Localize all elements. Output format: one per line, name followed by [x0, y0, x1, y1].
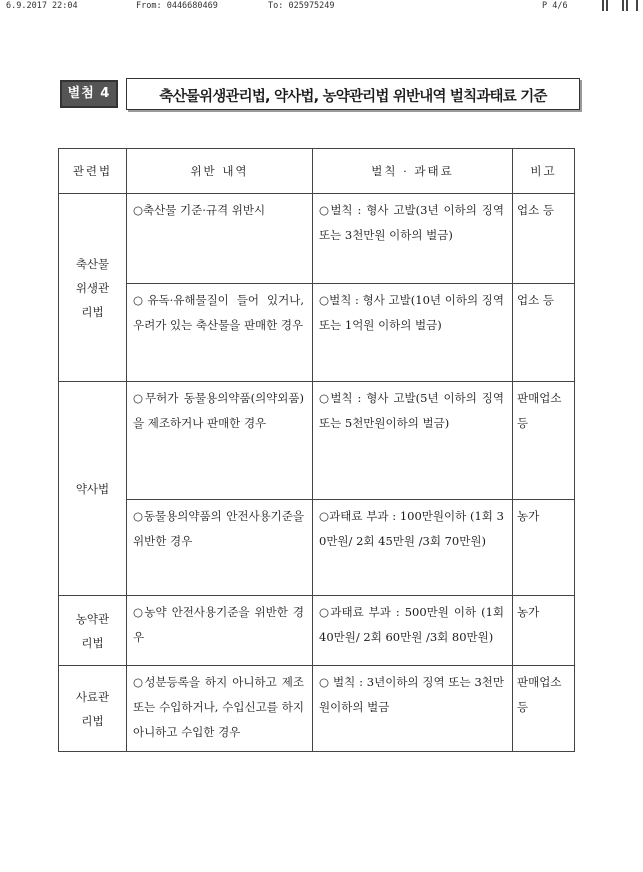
fax-edge-marks	[600, 0, 640, 11]
penalty-cell: ○벌칙 : 형사 고발(5년 이하의 징역 또는 5천만원이하의 벌금)	[313, 382, 513, 500]
penalty-table	[58, 148, 575, 752]
header-note: 비고	[513, 149, 575, 194]
note-cell: 판매업소 등	[513, 382, 575, 500]
penalty-cell: ○벌칙 : 형사 고발(3년 이하의 징역 또는 3천만원 이하의 벌금)	[313, 194, 513, 284]
violation-cell: ○축산물 기준·규격 위반시	[127, 194, 313, 284]
fax-header	[0, 0, 643, 14]
violation-cell: ○동물용의약품의 안전사용기준을 위반한 경우	[127, 500, 313, 596]
penalty-cell: ○과태료 부과 : 100만원이하 (1회 30만원/ 2회 45만원 /3회 70만원)	[313, 500, 513, 596]
header-penalty: 벌칙 · 과태료	[313, 149, 513, 194]
table-row	[59, 666, 575, 752]
note-cell: 업소 등	[513, 284, 575, 382]
fax-page: P 4/6	[542, 1, 568, 11]
law-livestock: 축산물 위생관 리법	[59, 194, 127, 382]
penalty-cell: ○과태료 부과 : 500만원 이하 (1회 40만원/ 2회 60만원 /3회 80만원)	[313, 596, 513, 666]
table-row	[59, 596, 575, 666]
table-row	[59, 194, 575, 284]
fax-from: From: 0446680469	[136, 1, 218, 11]
fax-date: 6.9.2017 22:04	[6, 1, 78, 11]
title-box	[126, 78, 580, 110]
table-row	[59, 284, 575, 382]
attachment-badge: 별첨 4	[60, 80, 118, 108]
law-pharmaceutical: 약사법	[59, 382, 127, 596]
violation-cell: ○농약 안전사용기준을 위반한 경우	[127, 596, 313, 666]
penalty-cell: ○ 벌칙 : 3년이하의 징역 또는 3천만원이하의 벌금	[313, 666, 513, 752]
table-header-row	[59, 149, 575, 194]
violation-cell: ○무허가 동물용의약품(의약외품)을 제조하거나 판매한 경우	[127, 382, 313, 500]
table-row	[59, 382, 575, 500]
page-title: 축산물위생관리법, 약사법, 농약관리법 위반내역 벌칙과태료 기준	[159, 89, 547, 105]
note-cell: 농가	[513, 596, 575, 666]
note-cell: 업소 등	[513, 194, 575, 284]
fax-to: To: 025975249	[268, 1, 335, 11]
violation-cell: ○성분등록을 하지 아니하고 제조 또는 수입하거나, 수입신고를 하지 아니하고 수입한 경우	[127, 666, 313, 752]
note-cell: 판매업소 등	[513, 666, 575, 752]
header-violation: 위반 내역	[127, 149, 313, 194]
document-title	[60, 78, 580, 112]
penalty-cell: ○벌칙 : 형사 고발(10년 이하의 징역 또는 1억원 이하의 벌금)	[313, 284, 513, 382]
table-row	[59, 500, 575, 596]
violation-cell: ○유독·유해물질이 들어 있거나, 우려가 있는 축산물을 판매한 경우	[127, 284, 313, 382]
header-law: 관련법	[59, 149, 127, 194]
note-cell: 농가	[513, 500, 575, 596]
law-feed: 사료관 리법	[59, 666, 127, 752]
law-pesticide: 농약관 리법	[59, 596, 127, 666]
